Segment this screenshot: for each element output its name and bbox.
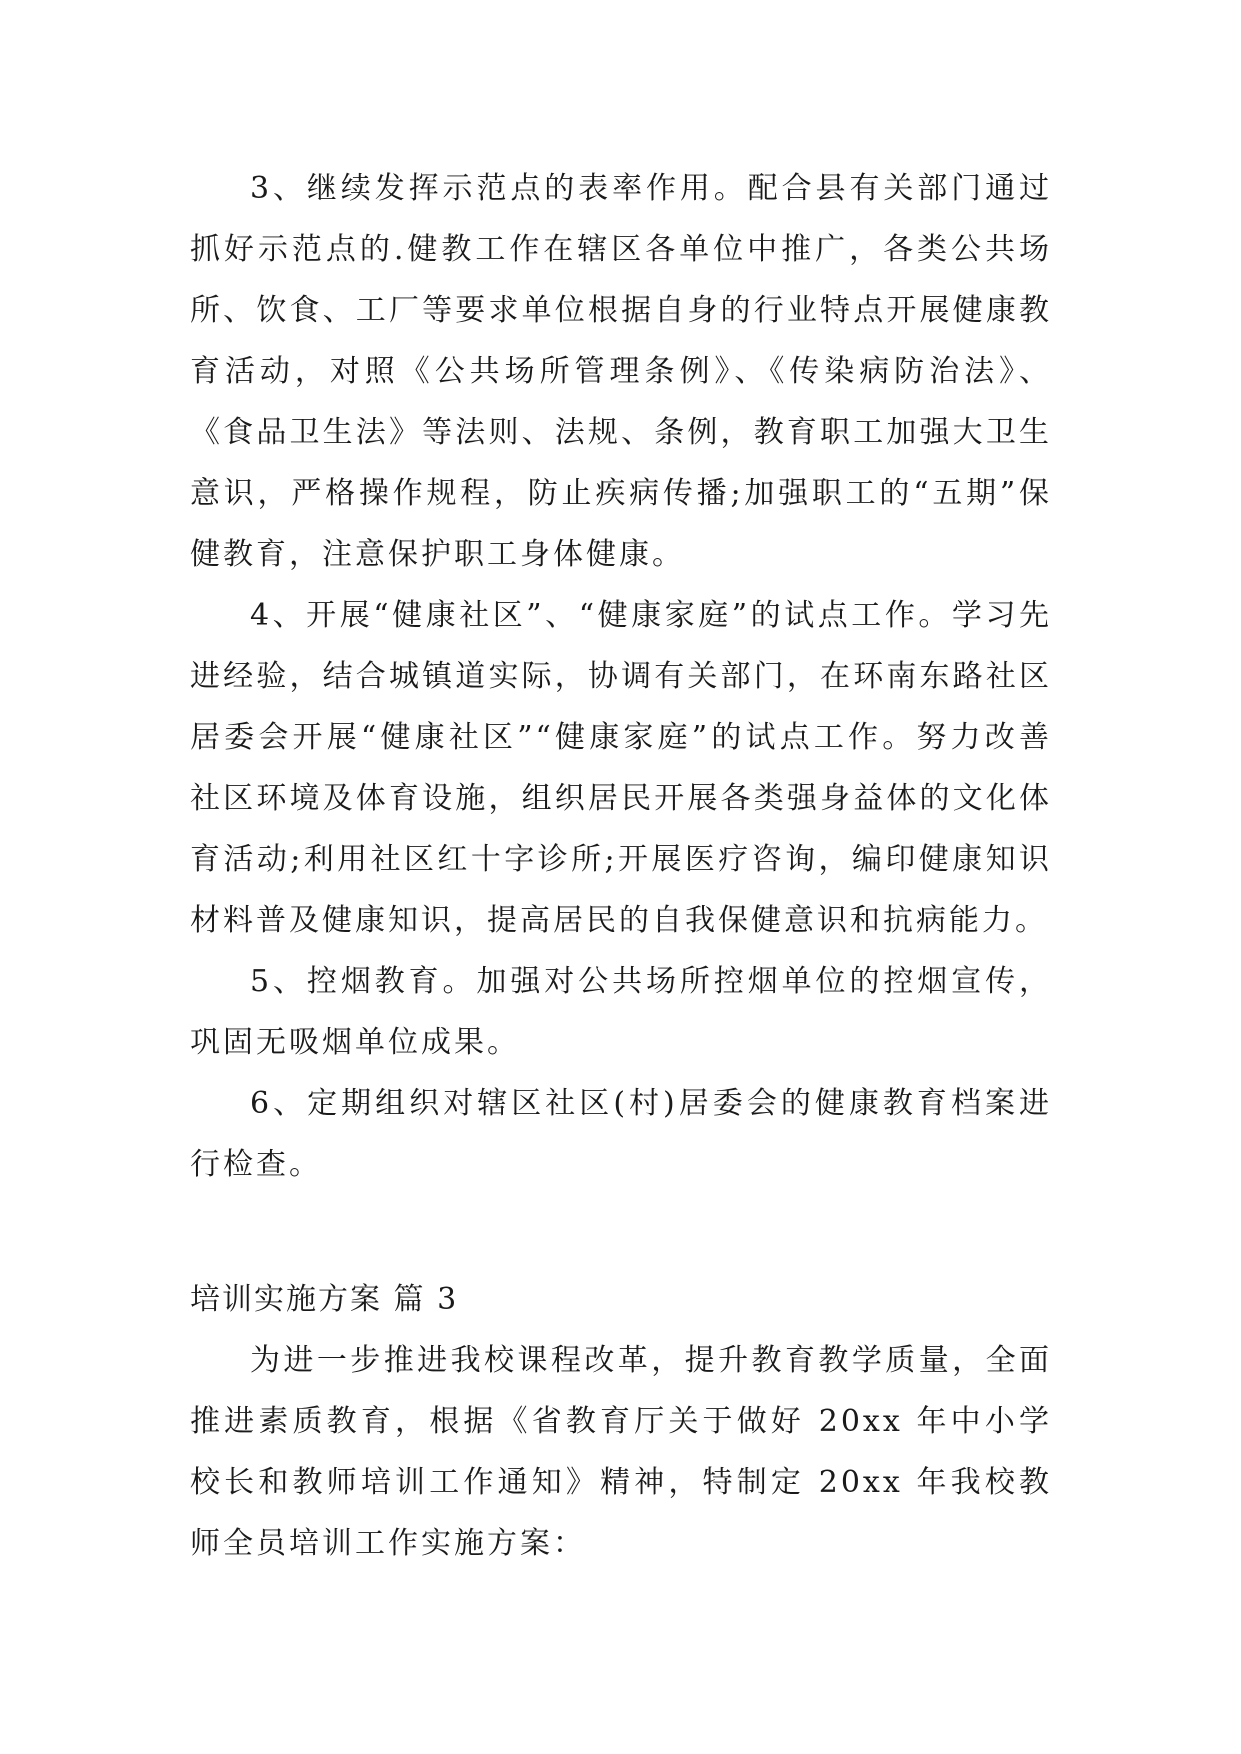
paragraph-item-6: 6、定期组织对辖区社区(村)居委会的健康教育档案进行检查。 xyxy=(190,1086,1052,1182)
section-heading: 培训实施方案 篇 3 xyxy=(190,1282,459,1317)
document-body xyxy=(190,158,1052,1574)
paragraph-item-5: 5、控烟教育。加强对公共场所控烟单位的控烟宣传，巩固无吸烟单位成果。 xyxy=(190,964,1052,1060)
paragraph-item-3: 3、继续发挥示范点的表率作用。配合县有关部门通过抓好示范点的.健教工作在辖区各单位中推广，各类公共场所、饮食、工厂等要求单位根据自身的行业特点开展健康教育活动，对照《公共场所管理条例》、《传染病防治法》、《食品卫生法》等法则、法规、条例，教育职工加强大卫生意识，严格操作规程，防止疾病传播;加强职工的“五期”保健教育，注意保护职工身体健康。 xyxy=(190,171,1052,572)
section-intro-paragraph: 为进一步推进我校课程改革，提升教育教学质量，全面推进素质教育，根据《省教育厅关于做好 20xx 年中小学校长和教师培训工作通知》精神，特制定 20xx 年我校教师全员培训工作实施方案： xyxy=(190,1343,1052,1561)
paragraph-item-4: 4、开展“健康社区”、“健康家庭”的试点工作。学习先进经验，结合城镇道实际，协调有关部门，在环南东路社区居委会开展“健康社区”“健康家庭”的试点工作。努力改善社区环境及体育设施，组织居民开展各类强身益体的文化体育活动;利用社区红十字诊所;开展医疗咨询，编印健康知识材料普及健康知识，提高居民的自我保健意识和抗病能力。 xyxy=(190,598,1052,938)
